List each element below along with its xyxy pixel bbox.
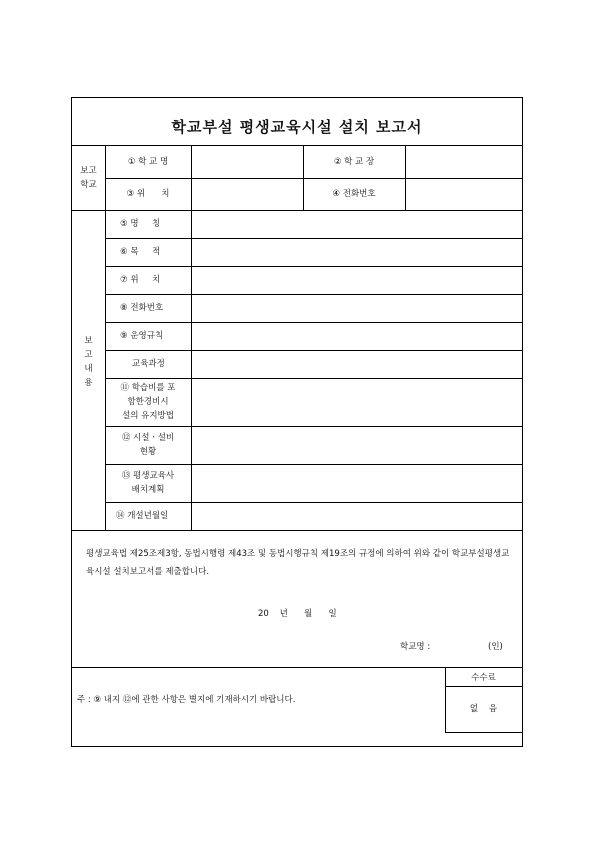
operating-rules-field[interactable] bbox=[192, 323, 522, 350]
facility-phone-label: ⑧ 전화번호 bbox=[120, 303, 164, 313]
seal-label: (인) bbox=[488, 642, 503, 652]
curriculum-field[interactable] bbox=[192, 351, 522, 378]
cost-maintenance-field[interactable] bbox=[192, 379, 522, 426]
content-section-label: 보 고 내 용 bbox=[84, 336, 93, 388]
principal-field[interactable] bbox=[406, 146, 522, 177]
report-form bbox=[71, 97, 523, 747]
fee-box-divider bbox=[445, 686, 522, 687]
curriculum-label: 교육과정 bbox=[132, 359, 165, 369]
form-title: 학교부설 평생교육시설 설치 보고서 bbox=[171, 118, 423, 136]
signer-label: 학교명 : bbox=[400, 642, 431, 652]
fee-header: 수수료 bbox=[471, 673, 496, 683]
facility-phone-field[interactable] bbox=[192, 295, 522, 322]
opening-date-label: ⑭ 개설년월일 bbox=[116, 511, 169, 521]
signer-name-field[interactable] bbox=[434, 639, 484, 655]
facility-name-label: ⑤ 명 칭 bbox=[120, 219, 161, 229]
note-divider bbox=[72, 667, 522, 668]
facilities-field[interactable] bbox=[192, 427, 522, 464]
note-text: 주 : ⑨ 내지 ⑫에 관한 사항은 별지에 기재하시기 바랍니다. bbox=[77, 695, 296, 705]
school-phone-label: ④ 전화번호 bbox=[332, 189, 376, 199]
date-line: 20 년 월 일 bbox=[258, 609, 337, 619]
fee-box-bottom bbox=[445, 732, 522, 733]
facilities-label: ⑫ 시설ㆍ설비 현황 bbox=[121, 433, 175, 457]
school-location-label: ③ 위 치 bbox=[126, 189, 170, 199]
purpose-label: ⑥ 목 적 bbox=[120, 247, 161, 257]
fee-value: 없 음 bbox=[469, 704, 498, 714]
opening-date-field[interactable] bbox=[192, 503, 522, 530]
facility-location-label: ⑦ 위 치 bbox=[120, 275, 161, 285]
educator-plan-field[interactable] bbox=[192, 465, 522, 502]
school-section-label: 보고 학교 bbox=[80, 166, 97, 190]
operating-rules-label: ⑨ 운영규칙 bbox=[120, 331, 164, 341]
school-name-label: ① 학 교 명 bbox=[127, 157, 169, 167]
school-name-field[interactable] bbox=[192, 146, 302, 177]
facility-location-field[interactable] bbox=[192, 267, 522, 294]
facility-name-field[interactable] bbox=[192, 211, 522, 238]
purpose-field[interactable] bbox=[192, 239, 522, 266]
educator-plan-label: ⑬ 평생교육사 배치계획 bbox=[121, 471, 175, 495]
cost-maintenance-label: ⑪ 학습비를 포 함한경비시 설의 유지방법 bbox=[120, 383, 176, 421]
declaration-section bbox=[72, 531, 522, 667]
school-location-field[interactable] bbox=[192, 179, 302, 209]
school-phone-field[interactable] bbox=[406, 179, 522, 209]
principal-label: ② 학 교 장 bbox=[333, 157, 375, 167]
statement-text: 평생교육법 제25조제3항, 동법시행령 제43조 및 동법시행규칙 제19조의 규정에 의하여 위와 같이 학교부설평생교육시설 설치보고서를 제출합니다. bbox=[86, 549, 510, 577]
